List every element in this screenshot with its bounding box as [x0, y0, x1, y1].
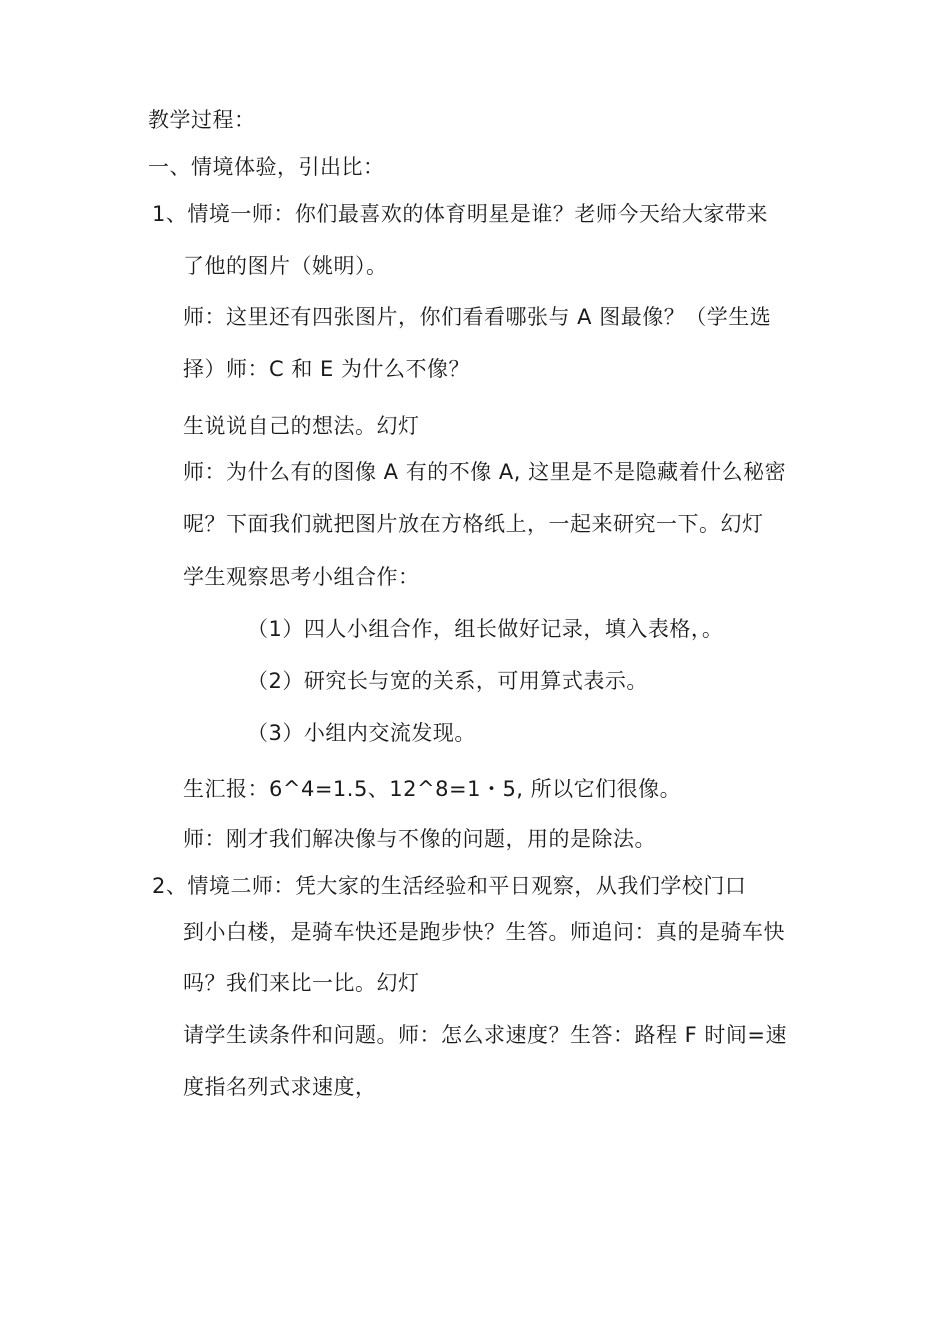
paragraph-line: 生说说自己的想法。幻灯 [183, 414, 420, 438]
paragraph-line: 请学生读条件和问题。师：怎么求速度？生答：路程 F 时间=速 [183, 1023, 788, 1047]
paragraph-line: 1、情境一师：你们最喜欢的体育明星是谁？老师今天给大家带来 [152, 202, 768, 226]
paragraph-line: 2、情境二师：凭大家的生活经验和平日观察，从我们学校门口 [152, 874, 747, 898]
paragraph-line: 吗？我们来比一比。幻灯 [183, 971, 420, 995]
paragraph-line: 到小白楼，是骑车快还是跑步快？生答。师追问：真的是骑车快 [183, 920, 785, 944]
paragraph-line: 师：这里还有四张图片，你们看看哪张与 A 图最像？（学生选 [183, 305, 772, 329]
task-item: （1）四人小组合作，组长做好记录，填入表格，。 [247, 617, 724, 641]
heading: 教学过程： [148, 108, 256, 132]
section-title: 一、情境体验，引出比： [148, 155, 385, 179]
paragraph-line: 呢？下面我们就把图片放在方格纸上，一起来研究一下。幻灯 [183, 512, 764, 536]
paragraph-line: 学生观察思考小组合作： [183, 565, 420, 589]
paragraph-line: 了他的图片（姚明）。 [183, 254, 388, 278]
paragraph-line: 度指名列式求速度， [183, 1075, 377, 1099]
paragraph-line: 师：为什么有的图像 A 有的不像 A, 这里是不是隐藏着什么秘密 [183, 460, 787, 484]
paragraph-line: 师：刚才我们解决像与不像的问题，用的是除法。 [183, 827, 656, 851]
task-item: （2）研究长与宽的关系，可用算式表示。 [247, 669, 648, 693]
paragraph-line: 生汇报：6^4=1.5、12^8=1・5, 所以它们很像。 [183, 777, 682, 801]
paragraph-line: 择）师：C 和 E 为什么不像？ [183, 357, 470, 381]
task-item: （3）小组内交流发现。 [247, 721, 476, 745]
